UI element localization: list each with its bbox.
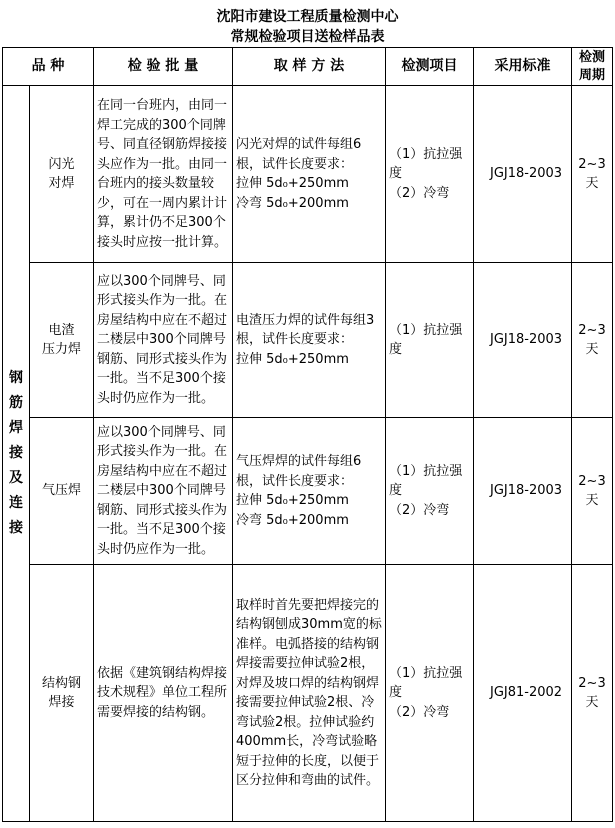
header-row <box>3 48 613 86</box>
standard-cell: JGJ18-2003 <box>474 86 572 263</box>
header-period: 检测 周期 <box>572 48 613 86</box>
batch-cell: 应以300个同牌号、同形式接头作为一批。在房屋结构中应在不超过二楼层中300个同牌号钢筋、同形式接头作为一批。当不足300个接头时仍应作为一批。 <box>94 263 233 418</box>
period-cell: 2~3 天 <box>572 418 613 565</box>
batch-cell: 依据《建筑钢结构焊接技术规程》单位工程所需要焊接的结构钢。 <box>94 565 233 822</box>
variety-name: 电渣 压力焊 <box>30 263 94 418</box>
header-sampling: 取 样 方 法 <box>233 48 386 86</box>
period-cell: 2~3 天 <box>572 263 613 418</box>
document-subtitle: 常规检验项目送检样品表 <box>230 29 385 45</box>
table-row <box>3 418 613 565</box>
variety-name: 闪光 对焊 <box>30 86 94 263</box>
variety-name: 结构钢 焊接 <box>30 565 94 822</box>
period-cell: 2~3 天 <box>572 86 613 263</box>
period-cell: 2~3 天 <box>572 565 613 822</box>
header-items: 检测项目 <box>386 48 474 86</box>
sampling-cell: 气压焊焊的试件每组6根，试件长度要求： 拉伸 5d₀+250mm 冷弯 5d₀+200mm <box>233 418 386 565</box>
sampling-cell: 取样时首先要把焊接完的结构钢刨成30mm宽的标准样。电弧搭接的结构钢焊接需要拉伸试验2根，对焊及坡口焊的结构钢焊接需要拉伸试验2根、冷弯试验2根。拉伸试验约400mm长，冷弯试验略短于拉伸的长度，以便于区分拉伸和弯曲的试件。 <box>233 565 386 822</box>
variety-name: 气压焊 <box>30 418 94 565</box>
table-row <box>3 565 613 822</box>
items-cell: （1）抗拉强度 （2）冷弯 <box>386 86 474 263</box>
table-row <box>3 263 613 418</box>
standard-cell: JGJ18-2003 <box>474 418 572 565</box>
batch-cell: 在同一台班内，由同一焊工完成的300个同牌号、同直径钢筋焊接接头应作为一批。由同一台班内的接头数量较少，可在一周内累计计算，累计仍不足300个接头时应按一批计算。 <box>94 86 233 263</box>
table-row <box>3 86 613 263</box>
sample-table <box>2 47 613 822</box>
batch-cell: 应以300个同牌号、同形式接头作为一批。在房屋结构中应在不超过二楼层中300个同牌号钢筋、同形式接头作为一批。当不足300个接头时仍应作为一批。 <box>94 418 233 565</box>
header-batch: 检 验 批 量 <box>94 48 233 86</box>
sampling-cell: 闪光对焊的试件每组6根，试件长度要求： 拉伸 5d₀+250mm 冷弯 5d₀+200mm <box>233 86 386 263</box>
standard-cell: JGJ18-2003 <box>474 263 572 418</box>
category-cell: 钢 筋 焊 接 及 连 接 <box>3 86 30 822</box>
header-variety: 品 种 <box>3 48 94 86</box>
items-cell: （1）抗拉强度 <box>386 263 474 418</box>
items-cell: （1）抗拉强度 （2）冷弯 <box>386 565 474 822</box>
sampling-cell: 电渣压力焊的试件每组3根，试件长度要求： 拉伸 5d₀+250mm <box>233 263 386 418</box>
header-standard: 采用标准 <box>474 48 572 86</box>
standard-cell: JGJ81-2002 <box>474 565 572 822</box>
items-cell: （1）抗拉强度 （2）冷弯 <box>386 418 474 565</box>
document-title: 沈阳市建设工程质量检测中心 <box>216 9 399 25</box>
